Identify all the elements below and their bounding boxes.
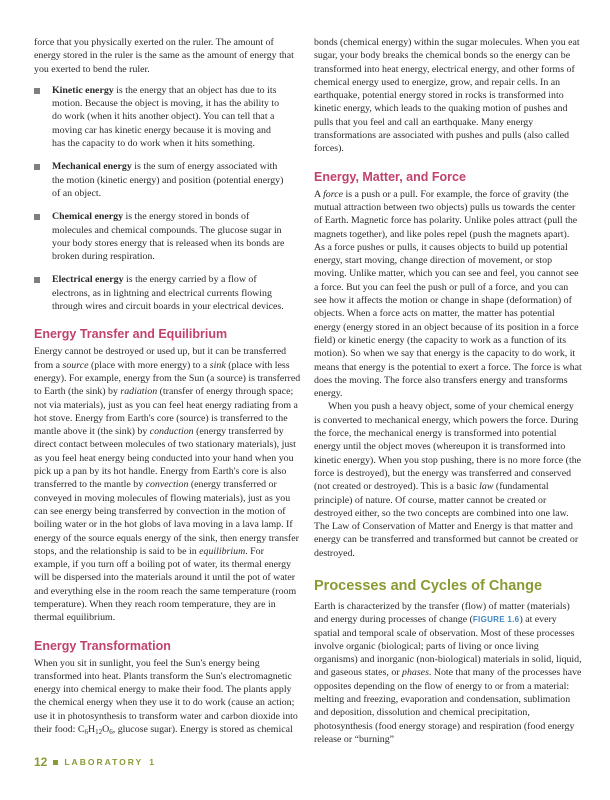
energy-transfer-paragraph: Energy cannot be destroyed or used up, but it can be transferred from a source (place with more energy) to a sink (place with less energy). For example, energy from the Sun (a source) is transferred to Earth (the sink) by radiation (transfer of energy through space; not via materials), just as you can feel heat energy radiating from a hot stove. Energy from Earth's core (source) is transferred to the mantle above it (the sink) by conduction (energy transferred by direct contact between molecules of two stationary materials), just as you feel heat energy being conducted into your hand when you pick up a pan by its hot handle. Energy from Earth's core is also transferred to the mantle by convection (energy transferred or conveyed in moving molecules of flowing materials), just as you can see energy being transferred by convection in the motion of boiling water or in the hot globs of lava moving in a lava lamp. If energy of the source equals energy of the sink, then energy transfer stops, and the relationship is said to be in equilibrium. For example, if you turn off a boiling pot of water, its thermal energy will be dispersed into the materials around it until the pot of water and everything else in the room reach the same temperature (room temperature). When they reach room temperature, they are in thermal equilibrium. <box>34 346 301 624</box>
section-number: 1 <box>149 757 154 767</box>
bullet-square-icon <box>34 164 40 170</box>
bullet-term: Chemical energy <box>52 211 124 223</box>
bullet-text: is the sum of energy associated with the motion (kinetic energy) and position (potential energy) of an object. <box>52 161 284 199</box>
energy-transformation-paragraph: When you sit in sunlight, you feel the Sun's energy being transformed into heat. Plants transform the Sun's electromagnetic energy into chemical energy to make their food. The plants apply the chemical energy when they use it to do work (cause an action; use it in photosynthesis to transform water and carbon dioxide into their food: $C_6H_{12}O_6$, glucose sugar). Energy is stored as chemical <box>34 657 298 737</box>
energy-types-list <box>34 84 301 313</box>
energy-matter-force-heading: Energy, Matter, and Force <box>314 169 466 184</box>
bullet-square-icon <box>34 88 40 94</box>
left-column <box>34 36 301 736</box>
bullet-text: is the energy carried by a flow of electrons, as in lightning and electrical currents flowing through wires and circuit boards in your electrical devices. <box>52 274 284 313</box>
section-label: LABORATORY <box>64 757 144 767</box>
processes-cycles-heading: Processes and Cycles of Change <box>314 577 543 594</box>
right-column <box>314 36 582 746</box>
footer-square-icon <box>53 760 58 765</box>
energy-transfer-heading: Energy Transfer and Equilibrium <box>34 327 228 342</box>
push-paragraph: When you push a heavy object, some of your chemical energy is converted to mechanical energy, which powers the force. During the force, the mechanical energy is transformed into potential energy until the object moves (whereupon it is transformed into kinetic energy). When you stop pushing, there is no more force (the force is destroyed), but the energy was transferred and conserved (not created or destroyed). This is a basic law (fundamental principle) of nature. Of course, matter cannot be created or destroyed either, so the two concepts are combined into one law. The Law of Conservation of Matter and Energy is that matter and energy can be transferred and transformed but cannot be created or destroyed. <box>314 401 582 559</box>
bullet-square-icon <box>34 214 40 220</box>
intro-paragraph: force that you physically exerted on the ruler. The amount of energy stored in the ruler is the same as the amount of energy that you exerted to bend the ruler. <box>34 37 294 75</box>
bullet-term: Mechanical energy <box>52 161 132 173</box>
page-footer <box>34 755 154 769</box>
force-paragraph: A force is a push or a pull. For example, the force of gravity (the mutual attraction between two objects) pulls us towards the center of Earth. Magnetic force has polarity. Unlike poles attract (pull the magnets together), and like poles repel (push the magnets apart). As a force pushes or pulls, it causes objects to build up potential energy, start moving, change direction of movement, or stop moving. Unlike matter, which you can see and feel, you cannot see a force. But you can feel the push or pull of a force, and you can see how it affects the motion or change in shape (deformation) of objects. When a force acts on matter, the matter has potential energy (energy stored in an object because of its position in a force field) or kinetic energy (the capacity to work as a function of its motion). So when we say that energy is the capacity to do work, it means that energy is the potential to exert a force. The force is what does the moving. The force also transfers energy and transforms energy. <box>314 188 582 400</box>
bullet-square-icon <box>34 277 40 283</box>
figure-reference-link[interactable]: FIGURE 1.6 <box>472 615 520 625</box>
page-number: 12 <box>34 755 48 769</box>
list-item <box>34 210 301 263</box>
list-item <box>34 84 301 150</box>
processes-paragraph: Earth is characterized by the transfer (flow) of matter (materials) and energy during processes of change (FIGURE 1.6) at every spatial and temporal scale of observation. Most of these processes involve organic (biological; parts of living or once living organisms) and inorganic (non-biological) materials in solid, liquid, and gaseous states, or phases. Note that many of the processes have opposites depending on the flow of energy to or from a material: melting and freezing, evaporation and condensation, sublimation and deposition, dissolution and chemical precipitation, photosynthesis (food energy storage) and respiration (food energy release or “burning” <box>314 600 582 745</box>
bullet-text: is the energy stored in bonds of molecules and chemical compounds. The glucose sugar in your body stores energy that is released when its bonds are broken during respiration. <box>52 211 285 263</box>
list-item <box>34 160 301 200</box>
bullet-text: is the energy that an object has due to its motion. Because the object is moving, it has the ability to do work (when it hits another object). You can tell that a moving car has kinetic energy because it is moving and has the capacity to do work when it hits something. <box>52 84 280 150</box>
bullet-term: Electrical energy <box>52 274 124 286</box>
list-item <box>34 273 301 313</box>
energy-transformation-heading: Energy Transformation <box>34 638 171 653</box>
bullet-term: Kinetic energy <box>52 84 114 96</box>
continued-paragraph: bonds (chemical energy) within the sugar molecules. When you eat sugar, your body breaks the chemical bonds so the energy can be transformed into heat energy, electrical energy, and other forms of chemical energy used to energize, grow, and repair cells. In an earthquake, potential energy stored in rocks is transformed into kinetic energy, which leads to the quaking motion of pushes and pulls that you feel and call an earthquake. Many energy transformations are associated with pushes and pulls (also called forces). <box>314 37 580 155</box>
